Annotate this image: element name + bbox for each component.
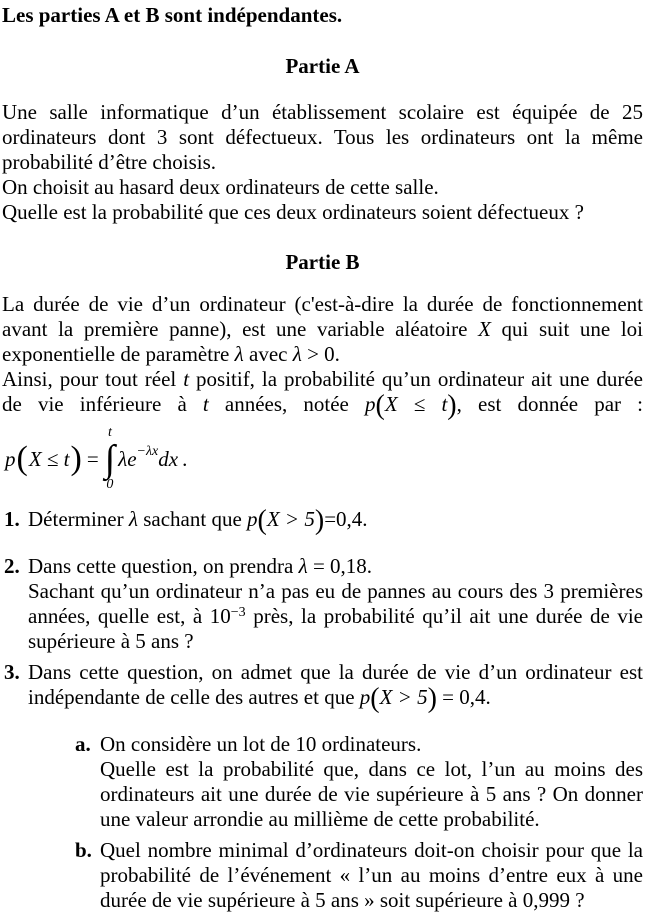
paragraph-choose-two: On choisit au hasard deux ordinateurs de cette salle. (2, 175, 439, 199)
question-2 (2, 554, 643, 654)
close-paren: ) (447, 390, 457, 421)
text-run: sachant que (137, 507, 248, 531)
paragraph-computers: Une salle informatique d’un établissement scolaire est équipée de 25 ordinateurs dont 3 sont défectueux. Tous les ordinateurs ont la même probabilité d’être choisis. (2, 100, 643, 174)
question-3b (2, 838, 643, 913)
math-p: p (365, 392, 376, 416)
paragraph-q3-intro (28, 660, 643, 714)
intro-statement: Les parties A et B sont indépendantes. (2, 3, 343, 27)
question-number: 3. (4, 660, 20, 684)
paragraph-ainsi (2, 367, 643, 421)
paragraph-q2-body (28, 579, 643, 654)
integral-upper-limit: t (107, 425, 112, 440)
subquestion-letter: b. (75, 838, 92, 862)
text-run: =0,4. (324, 507, 368, 531)
paragraph-q2-line1 (28, 554, 643, 579)
paragraph-q3b-body: Quel nombre minimal d’ordinateurs doit-on choisir pour que la probabilité de l’événement « l’un au moins d’entre eux à une durée de vie supérieure à 5 ans » soit supérieure à 0,999 ? (100, 838, 643, 912)
math-expr: X > 5 (379, 685, 428, 709)
paragraph-lifetime (2, 292, 643, 367)
text-run: Sachant qu’un ordinateur n’a pas eu de pannes au cours des 3 premières années, quelle est, à (28, 579, 643, 628)
paragraph-q3a-body: Quelle est la probabilité que, dans ce lot, l’un au moins des ordinateurs ait une durée de vie supérieure à 5 ans ? On donner une valeur arrondie au millième de cette probabilité. (100, 757, 643, 831)
part-b-title: Partie B (285, 250, 360, 274)
math-p-x-gt-5 (247, 505, 325, 536)
text-run: avec (243, 342, 293, 366)
integrand: λe (118, 446, 137, 471)
question-1 (2, 505, 643, 536)
text-run: , est donnée par : (456, 392, 643, 416)
text-run: positif, la probabilité qu’un ordinateur ait une durée de vie inférieure à (2, 367, 643, 416)
paragraph-question-a: Quelle est la probabilité que ces deux ordinateurs soient défectueux ? (2, 200, 584, 224)
text-run: = 0,4. (436, 685, 491, 709)
var-lambda: λ (298, 554, 308, 578)
math-p-x-gt-5 (359, 683, 437, 714)
text-run: > 0. (301, 342, 340, 366)
var-lambda: λ (128, 507, 138, 531)
close-paren: ) (427, 683, 437, 714)
integral-sign: ∫ (104, 438, 116, 480)
formula-period: . (182, 446, 188, 471)
text-run: années, notée (208, 392, 366, 416)
open-paren: ( (257, 505, 267, 536)
var-t: t (183, 367, 190, 391)
text-run: La durée de vie d’un ordinateur (c'est-à-dire la durée de fonctionnement avant la première panne), est une variable aléatoire (2, 292, 643, 341)
open-paren: ( (370, 683, 380, 714)
math-p: p (5, 446, 16, 471)
integral-lower-limit: 0 (106, 477, 114, 492)
var-X: X (478, 317, 491, 341)
power-of-ten (210, 604, 246, 628)
part-a-title: Partie A (285, 54, 360, 78)
question-3a (2, 732, 643, 832)
math-p: p (247, 507, 258, 531)
text-run: Déterminer (28, 507, 129, 531)
math-p: p (359, 685, 371, 709)
paragraph-q1 (28, 505, 643, 536)
math-p-x-le-t (365, 390, 457, 421)
text-run: Dans cette question, on admet que la durée de vie d’un ordinateur est indépendante de celle des autres et que (28, 660, 643, 709)
close-paren: ) (314, 505, 325, 536)
var-t: t (202, 392, 209, 416)
math-expr: X > 5 (266, 507, 315, 531)
question-number: 1. (4, 507, 20, 531)
differential-dx: dx (158, 446, 179, 471)
var-lambda: λ (292, 342, 302, 366)
subquestion-letter: a. (75, 732, 91, 756)
text-run: Ainsi, pour tout réel (2, 367, 184, 391)
text-run: Dans cette question, on prendra (28, 554, 299, 578)
text-run: qui suit une loi exponentielle de paramètre (2, 317, 643, 366)
var-lambda: λ (234, 342, 244, 366)
exponent-minus-3: −3 (230, 605, 246, 620)
math-expr: X ≤ t (384, 392, 448, 416)
paragraph-q3a-line1: On considère un lot de 10 ordinateurs. (100, 732, 422, 756)
question-number: 2. (4, 554, 20, 578)
text-run: près, la probabilité qu’il ait une durée de vie supérieure à 5 ans ? (28, 604, 643, 653)
part-a-body (2, 100, 643, 225)
base-ten: 10 (209, 604, 231, 628)
text-run: = 0,18. (307, 554, 373, 578)
question-3 (2, 660, 643, 714)
math-expr: X ≤ t (28, 446, 70, 471)
open-paren: ( (375, 390, 385, 421)
integral-formula: p ( X ≤ t ) = t ∫ 0 λe −λx dx . (5, 425, 188, 492)
integral-with-limits (105, 426, 115, 492)
equals-sign: = (86, 446, 99, 471)
